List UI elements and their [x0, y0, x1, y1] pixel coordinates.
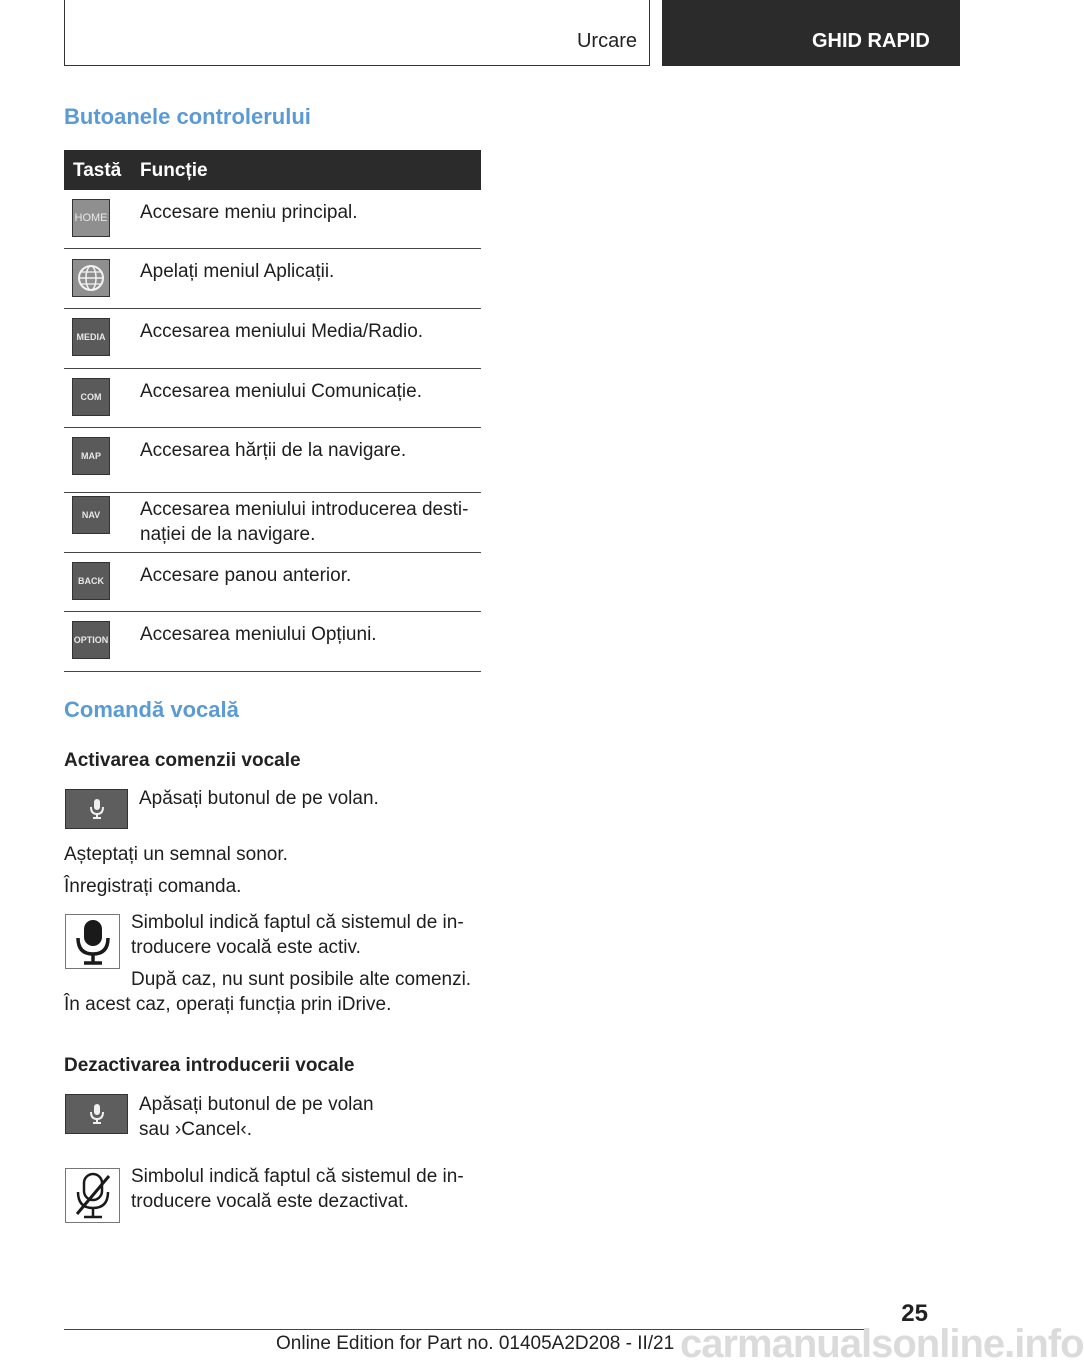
header-tab-label: GHID RAPID: [812, 30, 930, 52]
header-section-box: [64, 0, 650, 66]
table-row: [64, 553, 481, 612]
record-command-text: Înregistrați comanda.: [64, 876, 242, 897]
voice-active-description: Simbolul indică faptul că sistemul de in-troducere vocală este activ.: [131, 912, 464, 958]
row-function-text: Accesarea meniului introducerea desti-nației de la navigare.: [140, 499, 469, 545]
voice-section-title: Comandă vocală: [64, 697, 239, 722]
row-function-text: Accesarea meniului Media/Radio.: [140, 321, 424, 342]
voice-active-symbol-icon: [65, 914, 120, 969]
table-row: [64, 612, 481, 672]
steering-mic-button-icon-2: [65, 1094, 128, 1134]
press-steering-cancel-text: Apăsați butonul de pe volan sau ›Cancel‹.: [139, 1094, 374, 1140]
header-section-label: Urcare: [576, 30, 637, 52]
table-row: [64, 493, 481, 553]
watermark: carmanualsonline.info: [680, 1322, 1084, 1366]
steering-mic-button-icon: [65, 789, 128, 829]
footer-edition-text: Online Edition for Part no. 01405A2D208 - II/21: [276, 1333, 675, 1354]
row-function-text: Accesarea meniului Opțiuni.: [140, 624, 377, 645]
page-number: 25: [901, 1300, 928, 1327]
table-header: [64, 150, 481, 190]
wait-signal-text: Așteptați un semnal sonor.: [64, 844, 288, 865]
table-row: [64, 369, 481, 428]
row-function-text: Accesarea hărții de la navigare.: [140, 440, 407, 461]
row-function-text: Accesare meniu principal.: [140, 202, 358, 223]
map-key-icon: MAP: [72, 437, 110, 475]
nav-key-icon: NAV: [72, 496, 110, 534]
back-key-icon: BACK: [72, 562, 110, 600]
row-function-text: Apelați meniul Aplicații.: [140, 261, 335, 282]
no-more-commands-text: După caz, nu sunt posibile alte comenzi. În acest caz, operați funcția prin iDrive.: [64, 969, 472, 1015]
column-header-function: Funcție: [140, 160, 208, 181]
table-row: [64, 249, 481, 309]
press-steering-text: Apăsați butonul de pe volan.: [139, 788, 379, 809]
controller-section-title: Butoanele controlerului: [64, 104, 311, 129]
table-row: [64, 190, 481, 249]
table-row: [64, 309, 481, 369]
column-header-key: Tastă: [73, 160, 122, 181]
deactivate-voice-heading: Dezactivarea introducerii vocale: [64, 1055, 355, 1076]
controller-table: [64, 150, 481, 672]
voice-inactive-description: Simbolul indică faptul că sistemul de in-troducere vocală este dezactivat.: [131, 1166, 464, 1212]
home-key-icon: HOME: [72, 199, 110, 237]
globe-key-icon: [72, 259, 110, 297]
row-function-text: Accesare panou anterior.: [140, 565, 352, 586]
option-key-icon: OPTION: [72, 621, 110, 659]
media-key-icon: MEDIA: [72, 318, 110, 356]
com-key-icon: COM: [72, 378, 110, 416]
voice-inactive-symbol-icon: [65, 1168, 120, 1223]
row-function-text: Accesarea meniului Comunicație.: [140, 381, 422, 402]
activate-voice-heading: Activarea comenzii vocale: [64, 750, 301, 771]
table-row: [64, 428, 481, 493]
